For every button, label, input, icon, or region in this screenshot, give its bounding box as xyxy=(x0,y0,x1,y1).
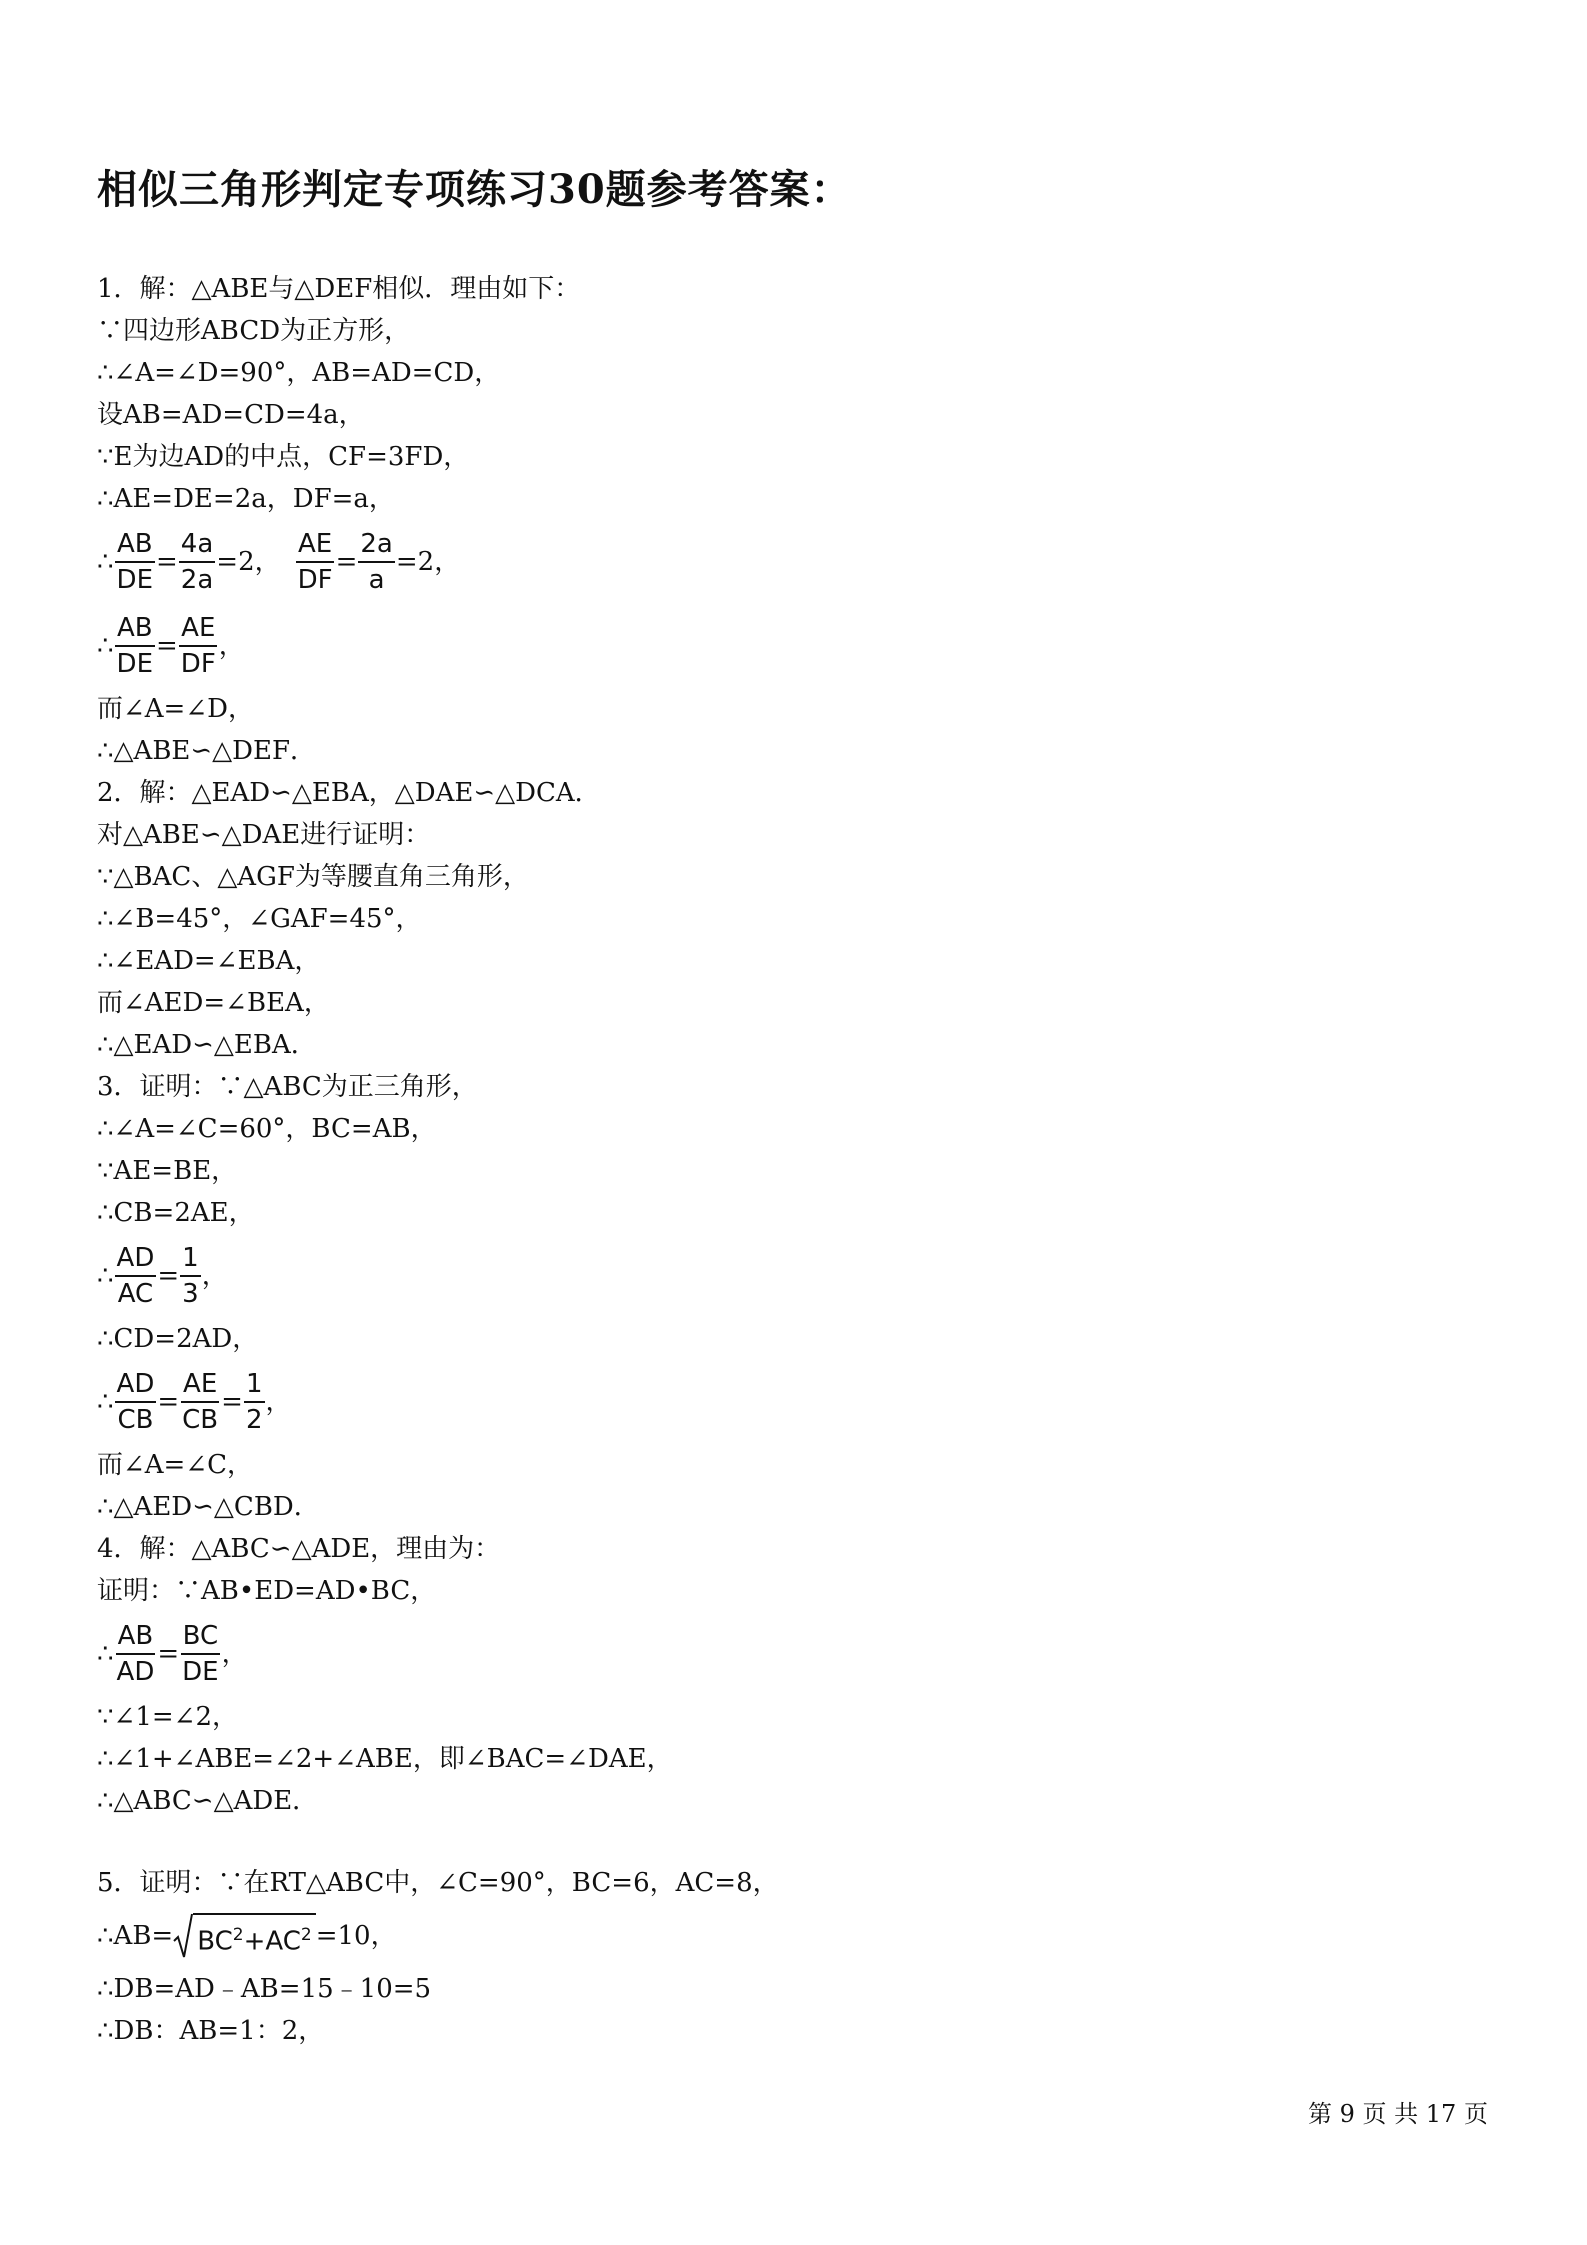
denominator: CB xyxy=(117,1405,154,1435)
numerator: 2a xyxy=(358,527,394,563)
denominator: DE xyxy=(182,1657,219,1687)
denominator: 2 xyxy=(245,1405,263,1435)
radicand xyxy=(193,1913,315,1960)
formula-line xyxy=(97,1360,1497,1444)
formula-line xyxy=(97,520,1497,604)
radical-sign-icon xyxy=(173,1913,193,1959)
numerator: AB xyxy=(115,611,155,647)
text-line: ∴CD=2AD， xyxy=(97,1324,259,1354)
text-line: ∴∠EAD=∠EBA， xyxy=(97,946,321,976)
equals-sign: = xyxy=(221,1387,243,1417)
therefore-symbol: ∴ xyxy=(97,631,114,661)
therefore-symbol: ∴ xyxy=(97,547,114,577)
fraction xyxy=(358,527,394,597)
equals-sign: = xyxy=(156,631,178,661)
text-line: ∵E为边AD的中点，CF=3FD， xyxy=(97,442,470,472)
text-line: ∴△EAD∽△EBA． xyxy=(97,1030,317,1060)
text-line: ∵△BAC、△AGF为等腰直角三角形， xyxy=(97,862,529,892)
radicand-term: +AC xyxy=(243,1926,301,1957)
therefore-symbol: ∴ xyxy=(97,1387,114,1417)
formula-text: =2， xyxy=(216,547,281,577)
formula-line xyxy=(97,1904,1497,1968)
denominator: DE xyxy=(116,649,153,679)
fraction xyxy=(115,1367,157,1437)
denominator: AD xyxy=(116,1657,155,1687)
numerator: 1 xyxy=(180,1241,201,1277)
numerator: AD xyxy=(115,1367,157,1403)
text-line: 1．解：△ABE与△DEF相似．理由如下： xyxy=(97,274,581,304)
numerator: AD xyxy=(115,1241,157,1277)
equals-sign: = xyxy=(157,1387,180,1417)
text-line: ∵AE=BE， xyxy=(97,1156,238,1186)
numerator: AE xyxy=(181,1367,219,1403)
fraction xyxy=(115,1619,157,1689)
page-title: 相似三角形判定专项练习30题参考答案： xyxy=(97,166,852,213)
equals-sign: = xyxy=(157,1639,180,1669)
text-line: 而∠A=∠C， xyxy=(97,1450,254,1480)
denominator: DF xyxy=(180,649,216,679)
text-line: 证明：∵AB•ED=AD•BC， xyxy=(97,1576,437,1606)
formula-text: ， xyxy=(218,631,245,661)
text-line: ∴DB=AD﹣AB=15﹣10=5 xyxy=(97,1974,432,2004)
formula-line xyxy=(97,604,1497,688)
text-line: ∴DB：AB=1：2， xyxy=(97,2016,325,2046)
formula-line xyxy=(97,1612,1497,1696)
fraction xyxy=(244,1367,265,1437)
text-line: ∵∠1=∠2， xyxy=(97,1702,238,1732)
therefore-symbol: ∴ xyxy=(97,1639,114,1669)
fraction xyxy=(180,1619,220,1689)
text-line: 而∠AED=∠BEA， xyxy=(97,988,330,1018)
numerator: AB xyxy=(116,1619,156,1655)
answer-content xyxy=(97,268,1497,2052)
denominator: 3 xyxy=(182,1279,199,1309)
numerator: AE xyxy=(296,527,334,563)
denominator: 2a xyxy=(180,565,214,595)
fraction xyxy=(115,611,155,681)
equals-sign: = xyxy=(156,547,178,577)
spacer xyxy=(97,1822,1497,1862)
fraction xyxy=(179,611,218,681)
text-line: ∴△AED∽△CBD． xyxy=(97,1492,320,1522)
text-line: ∴△ABE∽△DEF． xyxy=(97,736,317,766)
numerator: AB xyxy=(115,527,155,563)
text-line: ∴∠B=45°，∠GAF=45°， xyxy=(97,904,422,934)
fraction xyxy=(115,1241,157,1311)
fraction xyxy=(180,1367,220,1437)
text-line: 5．证明：∵在RT△ABC中，∠C=90°，BC=6，AC=8， xyxy=(97,1868,779,1898)
text-line: 4．解：△ABC∽△ADE，理由为： xyxy=(97,1534,501,1564)
text-line: 对△ABE∽△DAE进行证明： xyxy=(97,820,431,850)
square-root xyxy=(173,1913,315,1960)
text-line: 3．证明：∵△ABC为正三角形， xyxy=(97,1072,478,1102)
formula-text: ， xyxy=(265,1387,292,1417)
text-line: ∴AE=DE=2a，DF=a， xyxy=(97,484,395,514)
formula-line xyxy=(97,1234,1497,1318)
formula-text: ， xyxy=(201,1261,228,1291)
text-line: ∴∠A=∠C=60°，BC=AB， xyxy=(97,1114,437,1144)
numerator: BC xyxy=(181,1619,221,1655)
exponent: 2 xyxy=(300,1924,312,1945)
text-line: ∴CB=2AE， xyxy=(97,1198,255,1228)
fraction xyxy=(296,527,335,597)
fraction xyxy=(179,527,215,597)
denominator: DE xyxy=(116,565,153,595)
exponent: 2 xyxy=(232,1924,244,1945)
fraction xyxy=(115,527,155,597)
formula-text: =2， xyxy=(395,547,461,577)
equals-sign: = xyxy=(157,1261,180,1291)
numerator: AE xyxy=(179,611,217,647)
text-line: ∴△ABC∽△ADE． xyxy=(97,1786,319,1816)
equals-sign: = xyxy=(335,547,358,577)
denominator: a xyxy=(368,565,385,595)
therefore-symbol: ∴ xyxy=(97,1261,114,1291)
text-line: 设AB=AD=CD=4a， xyxy=(97,400,365,430)
denominator: AC xyxy=(117,1279,154,1309)
denominator: CB xyxy=(182,1405,219,1435)
text-line: 2．解：△EAD∽△EBA，△DAE∽△DCA． xyxy=(97,778,601,808)
formula-text: ∴AB= xyxy=(97,1921,174,1951)
formula-text: ， xyxy=(221,1639,248,1669)
text-line: ∴∠1+∠ABE=∠2+∠ABE，即∠BAC=∠DAE， xyxy=(97,1744,673,1774)
numerator: 1 xyxy=(244,1367,265,1403)
denominator: DF xyxy=(297,565,333,595)
numerator: 4a xyxy=(179,527,215,563)
text-line: 而∠A=∠D， xyxy=(97,694,254,724)
formula-text: =10， xyxy=(315,1921,397,1951)
text-line: ∵四边形ABCD为正方形， xyxy=(97,316,411,346)
fraction xyxy=(180,1241,201,1311)
radicand-term: BC xyxy=(197,1926,233,1957)
page-number-footer: 第 9 页 共 17 页 xyxy=(1308,2100,1488,2128)
text-line: ∴∠A=∠D=90°，AB=AD=CD， xyxy=(97,358,501,388)
